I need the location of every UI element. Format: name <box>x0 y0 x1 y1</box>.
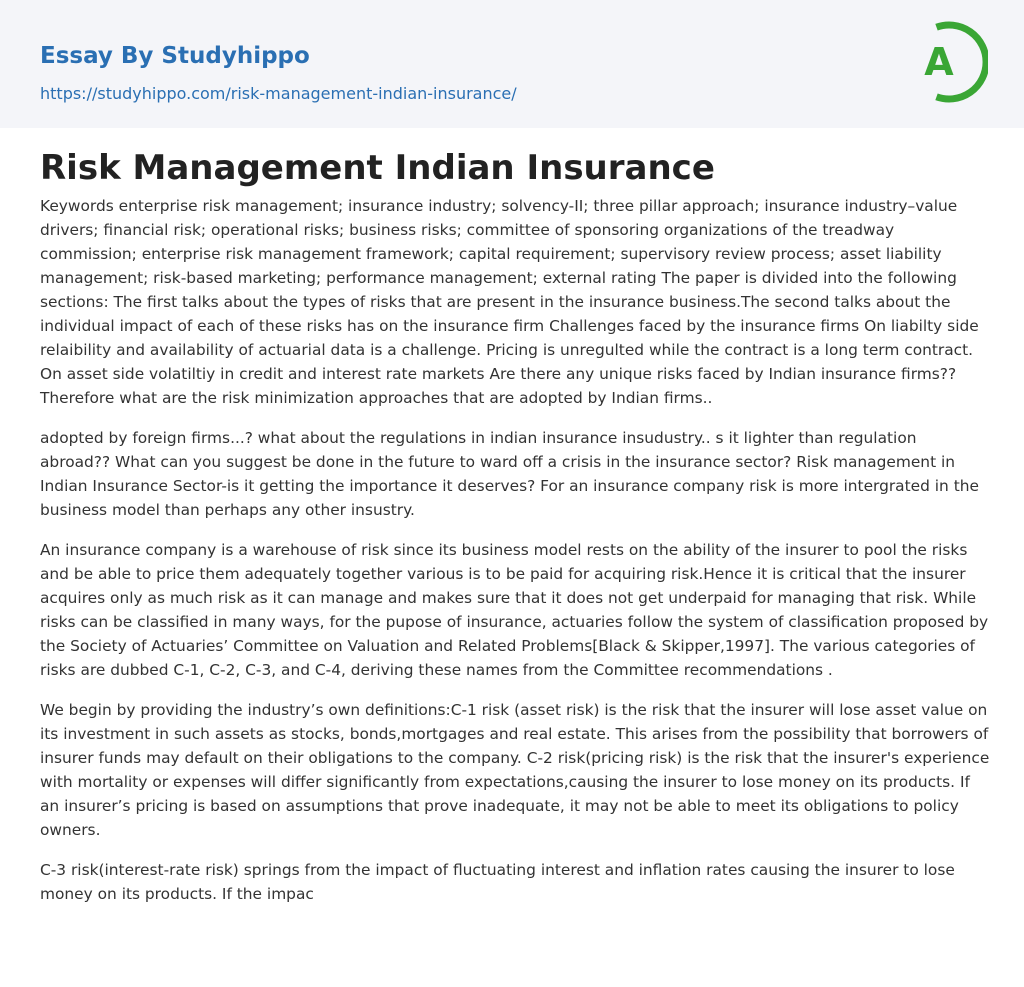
page-title: Risk Management Indian Insurance <box>40 148 715 188</box>
essay-paragraph: An insurance company is a warehouse of risk since its business model rests on the ability of the insurer to pool the risks and be able to price them adequately together various is to be paid for acquiring risk.Hence it is critical that the insurer acquires only as much risk as it can manage and makes sure that it does not get underpaid for managing that risk. While risks can be classified in many ways, for the pupose of insurance, actuaries follow the system of classification proposed by the Society of Actuaries’ Committee on Valuation and Related Problems[Black & Skipper,1997]. The various categories of risks are dubbed C-1, C-2, C-3, and C-4, deriving these names from the Committee recommendations . <box>40 541 989 679</box>
essay-paragraph: adopted by foreign firms...? what about the regulations in indian insurance insudustry.. s it lighter than regulation abroad?? What can you suggest be done in the future to ward off a crisis in the insurance sector? Risk management in Indian Insurance Sector-is it getting the importance it deserves? For an insurance company risk is more intergrated in the business model than perhaps any other insustry. <box>40 429 979 519</box>
essay-paragraph: We begin by providing the industry’s own definitions:C-1 risk (asset risk) is the risk that the insurer will lose asset value on its investment in such assets as stocks, bonds,mortgages and real estate. This arises from the possibility that borrowers of insurer funds may default on their obligations to the company. C-2 risk(pricing risk) is the risk that the insurer's experience with mortality or expenses will differ significantly from expectations,causing the insurer to lose money on its products. If an insurer’s pricing is based on assumptions that prove inadequate, it may not be able to meet its obligations to policy owners. <box>40 701 990 839</box>
logo-icon[interactable] <box>912 18 988 106</box>
brand-title[interactable]: Essay By Studyhippo <box>40 43 310 69</box>
site-header <box>0 0 1024 128</box>
essay-body <box>40 194 990 922</box>
essay-paragraph: Keywords enterprise risk management; insurance industry; solvency-II; three pillar approach; insurance industry–value drivers; financial risk; operational risks; business risks; committee of sponsoring organizations of the treadway commission; enterprise risk management framework; capital requirement; supervisory review process; asset liability management; risk-based marketing; performance management; external rating The paper is divided into the following sections: The first talks about the types of risks that are present in the insurance business.The second talks about the individual impact of each of these risks has on the insurance firm Challenges faced by the insurance firms On liabilty side relaibility and availability of actuarial data is a challenge. Pricing is unregulted while the contract is a long term contract. On asset side volatiltiy in credit and interest rate markets Are there any unique risks faced by Indian insurance firms?? Therefore what are the risk minimization approaches that are adopted by Indian firms.. <box>40 197 979 407</box>
essay-paragraph: C-3 risk(interest-rate risk) springs from the impact of fluctuating interest and inflation rates causing the insurer to lose money on its products. If the impac <box>40 861 955 903</box>
logo-letter: A <box>924 40 954 84</box>
essay-url-link[interactable]: https://studyhippo.com/risk-management-indian-insurance/ <box>40 84 517 103</box>
